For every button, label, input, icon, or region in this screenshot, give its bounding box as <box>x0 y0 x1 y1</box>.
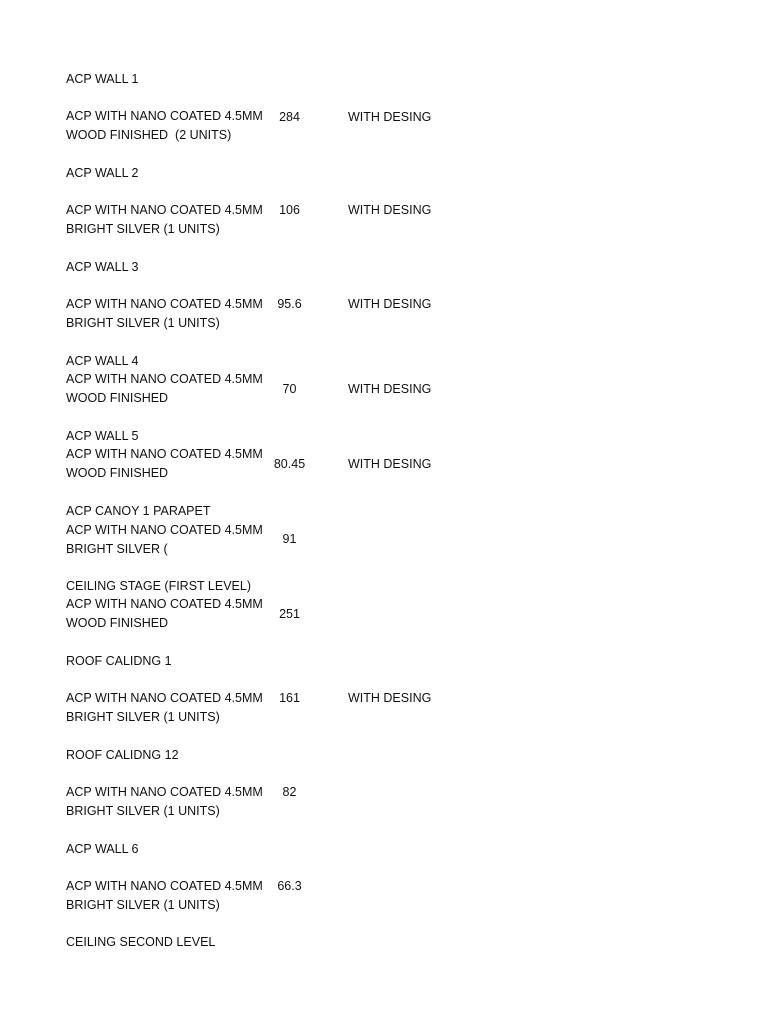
design-note: WITH DESING <box>348 691 432 705</box>
section-heading: ROOF CALIDNG 1 <box>66 654 172 668</box>
item-description: ACP WITH NANO COATED 4.5MM <box>66 109 263 123</box>
quantity-value: 82 <box>282 785 297 799</box>
quantity-value: 106 <box>279 203 300 217</box>
design-note: WITH DESING <box>348 382 432 396</box>
section-heading: ACP WALL 3 <box>66 260 139 274</box>
quantity-value: 91 <box>282 532 297 546</box>
quantity-value: 284 <box>279 110 300 124</box>
section-heading: ACP WALL 5 <box>66 429 139 443</box>
section-heading: CEILING SECOND LEVEL <box>66 935 216 949</box>
design-note: WITH DESING <box>348 297 432 311</box>
item-description: ACP WITH NANO COATED 4.5MM <box>66 597 263 611</box>
item-description: BRIGHT SILVER (1 UNITS) <box>66 898 220 912</box>
item-description: BRIGHT SILVER (1 UNITS) <box>66 316 220 330</box>
item-description: ACP WITH NANO COATED 4.5MM <box>66 785 263 799</box>
quantity-value: 251 <box>279 607 300 621</box>
quantity-value: 95.6 <box>277 297 302 311</box>
section-heading: ACP WALL 4 <box>66 354 139 368</box>
item-description: WOOD FINISHED (2 UNITS) <box>66 128 232 142</box>
item-description: ACP WITH NANO COATED 4.5MM <box>66 447 263 461</box>
design-note: WITH DESING <box>348 110 432 124</box>
item-description: BRIGHT SILVER (1 UNITS) <box>66 804 220 818</box>
item-description: BRIGHT SILVER (1 UNITS) <box>66 710 220 724</box>
design-note: WITH DESING <box>348 203 432 217</box>
quantity-value: 66.3 <box>277 879 302 893</box>
section-heading: ACP WALL 1 <box>66 72 139 86</box>
item-description: WOOD FINISHED <box>66 616 169 630</box>
item-description: ACP WITH NANO COATED 4.5MM <box>66 203 263 217</box>
item-description: WOOD FINISHED <box>66 391 169 405</box>
section-heading: ROOF CALIDNG 12 <box>66 748 179 762</box>
item-description: ACP WITH NANO COATED 4.5MM <box>66 691 263 705</box>
item-description: ACP WITH NANO COATED 4.5MM <box>66 372 263 386</box>
item-description: BRIGHT SILVER ( <box>66 542 168 556</box>
section-heading: ACP WALL 2 <box>66 166 139 180</box>
quantity-value: 161 <box>279 691 300 705</box>
item-description: BRIGHT SILVER (1 UNITS) <box>66 222 220 236</box>
item-description: ACP WITH NANO COATED 4.5MM <box>66 297 263 311</box>
item-description: ACP WITH NANO COATED 4.5MM <box>66 523 263 537</box>
item-description: ACP WITH NANO COATED 4.5MM <box>66 879 263 893</box>
design-note: WITH DESING <box>348 457 432 471</box>
section-heading: ACP CANOY 1 PARAPET <box>66 504 211 518</box>
quantity-value: 80.45 <box>273 457 306 471</box>
quantity-value: 70 <box>282 382 297 396</box>
section-heading: ACP WALL 6 <box>66 842 139 856</box>
section-heading: CEILING STAGE (FIRST LEVEL) <box>66 579 251 593</box>
item-description: WOOD FINISHED <box>66 466 169 480</box>
